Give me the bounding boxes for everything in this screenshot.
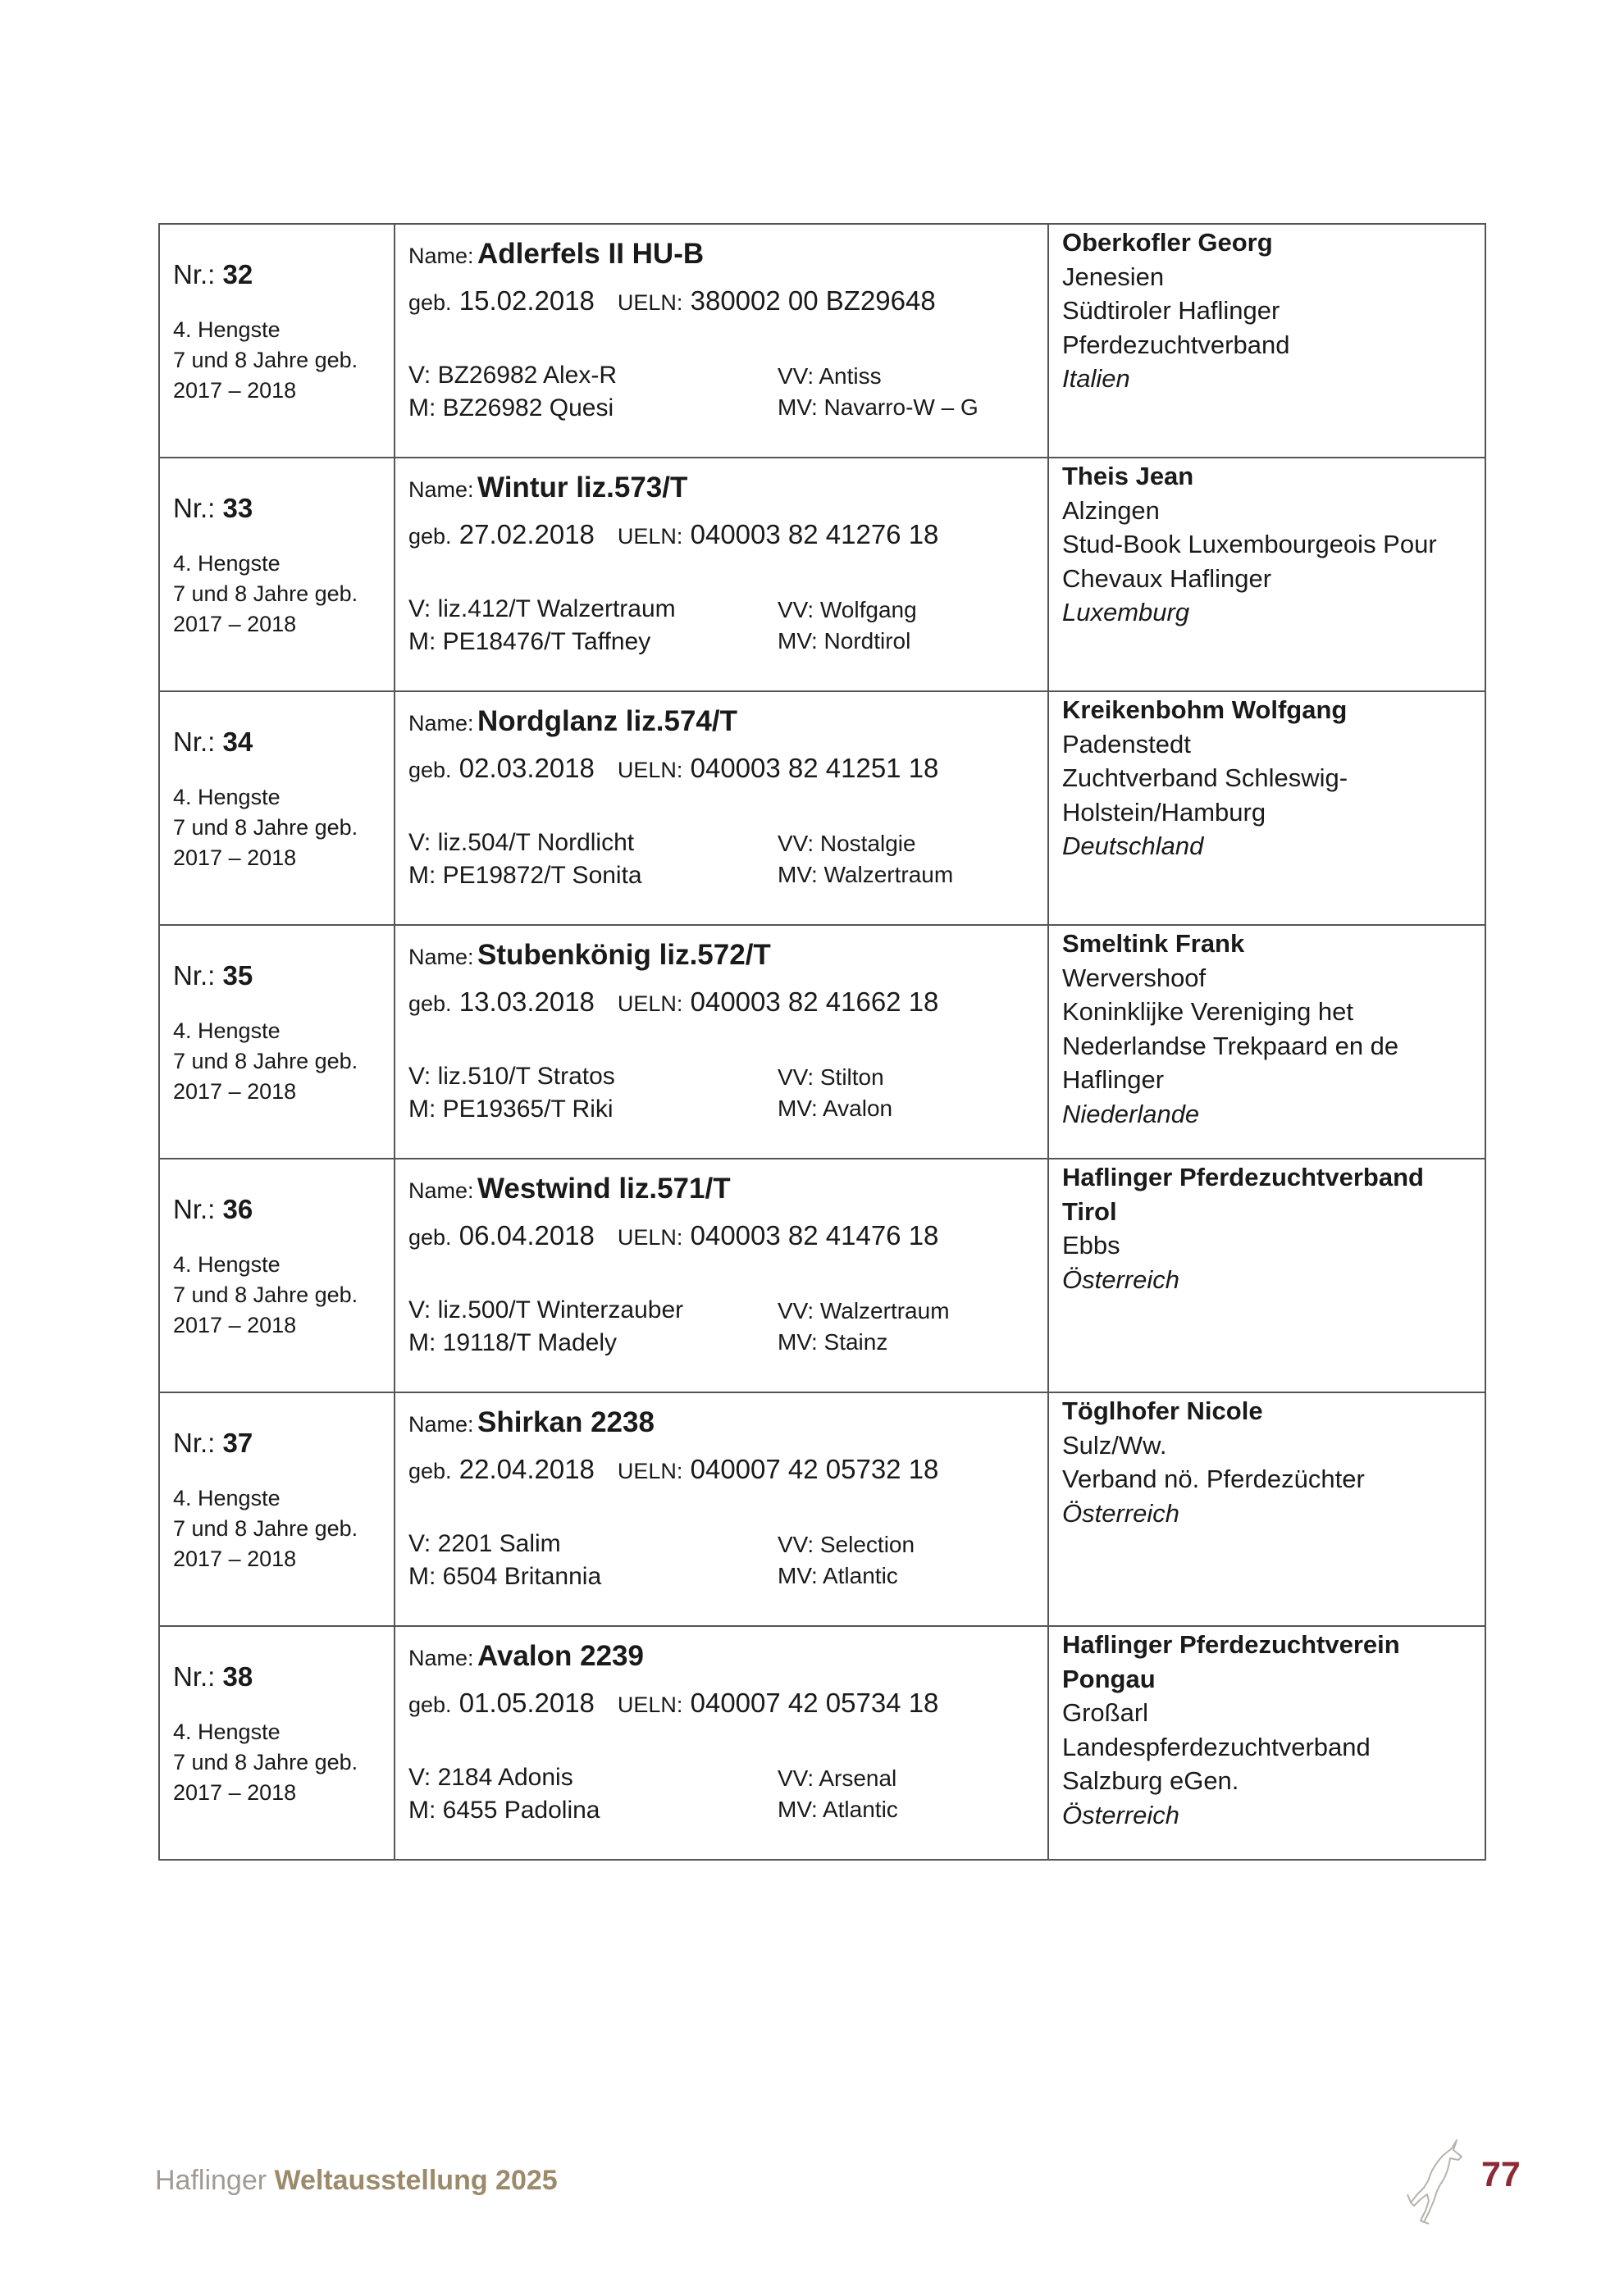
owner-cell xyxy=(1048,1392,1485,1626)
horse-name-value: Adlerfels II HU-B xyxy=(477,238,705,270)
owner-info xyxy=(1062,693,1485,863)
entry-number xyxy=(173,1428,394,1459)
birth-ueln xyxy=(408,1220,1047,1251)
name-label: Name: xyxy=(408,945,474,969)
birth-ueln xyxy=(408,986,1047,1018)
owner-line: Großarl xyxy=(1062,1698,1149,1727)
horse-name xyxy=(408,472,1047,504)
pedigree xyxy=(408,593,1047,658)
entry-number-cell xyxy=(159,691,395,925)
horse-details-cell xyxy=(395,691,1048,925)
horse-name-value: Westwind liz.571/T xyxy=(477,1173,731,1205)
entry-row xyxy=(159,224,1485,458)
nr-label: Nr.: xyxy=(173,727,216,757)
dam-sire: MV: Nordtirol xyxy=(778,628,911,654)
class-line: 7 und 8 Jahre geb. xyxy=(173,1282,358,1307)
ueln-label: UELN: xyxy=(617,1692,683,1717)
geb-label: geb. xyxy=(408,290,452,315)
birth-date: 27.02.2018 xyxy=(458,519,595,549)
nr-value: 33 xyxy=(222,493,253,523)
horse-name xyxy=(408,238,1047,271)
pedigree xyxy=(408,1060,1047,1126)
owner-cell xyxy=(1048,224,1485,458)
ueln-label: UELN: xyxy=(617,524,683,549)
birth-date: 22.04.2018 xyxy=(458,1454,595,1484)
entry-row xyxy=(159,1626,1485,1860)
entry-number-cell xyxy=(159,925,395,1159)
entry-class xyxy=(173,1717,394,1808)
ueln-value: 040003 82 41662 18 xyxy=(690,986,939,1017)
horse-details-cell xyxy=(395,1626,1048,1860)
pedigree-grandsires xyxy=(778,1528,915,1593)
owner-line: Padenstedt xyxy=(1062,729,1191,758)
owner-info xyxy=(1062,1160,1485,1296)
nr-value: 34 xyxy=(222,727,253,757)
owner-line: Südtiroler Haflinger xyxy=(1062,296,1280,325)
name-label: Name: xyxy=(408,1412,474,1437)
class-line: 2017 – 2018 xyxy=(173,378,297,403)
horse-details-cell xyxy=(395,925,1048,1159)
entry-row xyxy=(159,1159,1485,1392)
dam-sire: MV: Atlantic xyxy=(778,1797,898,1822)
class-line: 4. Hengste xyxy=(173,1252,281,1277)
owner-name: Oberkofler Georg xyxy=(1062,228,1273,257)
dam: M: 6504 Britannia xyxy=(408,1563,602,1590)
ueln-value: 380002 00 BZ29648 xyxy=(690,285,936,316)
owner-line: Holstein/Hamburg xyxy=(1062,797,1266,827)
sire: V: liz.504/T Nordlicht xyxy=(408,829,635,856)
class-line: 7 und 8 Jahre geb. xyxy=(173,1516,358,1541)
geb-label: geb. xyxy=(408,1225,452,1250)
dam: M: PE19365/T Riki xyxy=(408,1096,614,1123)
owner-lines xyxy=(1062,961,1485,1097)
nr-value: 38 xyxy=(222,1661,253,1692)
owner-lines xyxy=(1062,260,1485,362)
class-line: 7 und 8 Jahre geb. xyxy=(173,1750,358,1774)
birth-date: 13.03.2018 xyxy=(458,986,595,1017)
horse-details-cell xyxy=(395,1159,1048,1392)
owner-cell xyxy=(1048,1159,1485,1392)
owner-name: Haflinger Pferdezuchtverein Pongau xyxy=(1062,1630,1400,1693)
name-label: Name: xyxy=(408,1178,474,1203)
ueln-label: UELN: xyxy=(617,290,683,315)
owner-name: Smeltink Frank xyxy=(1062,929,1245,958)
ueln-label: UELN: xyxy=(617,1459,683,1483)
birth-date: 01.05.2018 xyxy=(458,1688,595,1718)
geb-label: geb. xyxy=(408,524,452,549)
dam: M: 6455 Padolina xyxy=(408,1797,600,1824)
owner-lines xyxy=(1062,1696,1485,1798)
footer-title xyxy=(155,2165,558,2197)
horse-details-cell xyxy=(395,458,1048,691)
geb-label: geb. xyxy=(408,758,452,782)
class-line: 2017 – 2018 xyxy=(173,1313,297,1337)
pedigree-grandsires xyxy=(778,1060,892,1126)
owner-line: Pferdezuchtverband xyxy=(1062,330,1290,359)
entry-row xyxy=(159,1392,1485,1626)
pedigree-grandsires xyxy=(778,1294,950,1360)
entry-number xyxy=(173,960,394,991)
birth-date: 06.04.2018 xyxy=(458,1220,595,1250)
horse-name xyxy=(408,1406,1047,1439)
owner-info xyxy=(1062,927,1485,1131)
entry-row xyxy=(159,691,1485,925)
birth-date: 15.02.2018 xyxy=(458,285,595,316)
owner-info xyxy=(1062,226,1485,396)
owner-line: Sulz/Ww. xyxy=(1062,1430,1167,1460)
sire-sire: VV: Antiss xyxy=(778,363,882,389)
dam-sire: MV: Stainz xyxy=(778,1329,888,1355)
ueln-value: 040003 82 41476 18 xyxy=(690,1220,939,1250)
owner-name: Haflinger Pferdezuchtverband Tirol xyxy=(1062,1163,1424,1226)
dam: M: PE19872/T Sonita xyxy=(408,862,642,889)
entry-class xyxy=(173,782,394,873)
nr-label: Nr.: xyxy=(173,1194,216,1224)
pedigree-parents xyxy=(408,1761,778,1827)
entry-class xyxy=(173,1016,394,1107)
sire: V: BZ26982 Alex-R xyxy=(408,362,618,389)
entry-class xyxy=(173,1483,394,1574)
entry-number-cell xyxy=(159,458,395,691)
birth-ueln xyxy=(408,1454,1047,1485)
owner-line: Landespferdezuchtverband xyxy=(1062,1732,1371,1761)
nr-label: Nr.: xyxy=(173,1661,216,1692)
entry-number-cell xyxy=(159,1392,395,1626)
dam-sire: MV: Avalon xyxy=(778,1096,893,1121)
pedigree-grandsires xyxy=(778,359,979,425)
class-line: 7 und 8 Jahre geb. xyxy=(173,1049,358,1073)
nr-label: Nr.: xyxy=(173,493,216,523)
owner-lines xyxy=(1062,1428,1485,1496)
class-line: 4. Hengste xyxy=(173,317,281,342)
entry-number xyxy=(173,1194,394,1225)
class-line: 7 und 8 Jahre geb. xyxy=(173,581,358,606)
entry-number-cell xyxy=(159,1159,395,1392)
owner-country: Deutschland xyxy=(1062,831,1204,860)
class-line: 2017 – 2018 xyxy=(173,1547,297,1571)
sire: V: liz.500/T Winterzauber xyxy=(408,1296,684,1323)
horse-name xyxy=(408,1173,1047,1205)
entry-class xyxy=(173,549,394,640)
owner-info xyxy=(1062,1394,1485,1530)
horse-name xyxy=(408,939,1047,972)
birth-ueln xyxy=(408,1688,1047,1719)
class-line: 4. Hengste xyxy=(173,1720,281,1744)
dam: M: PE18476/T Taffney xyxy=(408,628,651,655)
class-line: 4. Hengste xyxy=(173,1018,281,1043)
owner-info xyxy=(1062,1628,1485,1832)
pedigree-parents xyxy=(408,1060,778,1126)
class-line: 2017 – 2018 xyxy=(173,612,297,636)
owner-line: Jenesien xyxy=(1062,262,1165,291)
entries-table xyxy=(158,223,1486,1861)
pedigree-parents xyxy=(408,593,778,658)
footer-brand: Haflinger xyxy=(155,2165,267,2196)
horse-name-value: Avalon 2239 xyxy=(477,1640,644,1672)
owner-name: Kreikenbohm Wolfgang xyxy=(1062,695,1348,724)
geb-label: geb. xyxy=(408,991,452,1016)
nr-value: 36 xyxy=(222,1194,253,1224)
page-number: 77 xyxy=(1481,2155,1521,2194)
name-label: Name: xyxy=(408,1646,474,1670)
owner-cell xyxy=(1048,691,1485,925)
ueln-label: UELN: xyxy=(617,991,683,1016)
sire: V: 2201 Salim xyxy=(408,1530,561,1557)
ueln-label: UELN: xyxy=(617,1225,683,1250)
sire: V: liz.412/T Walzertraum xyxy=(408,595,676,622)
class-line: 7 und 8 Jahre geb. xyxy=(173,815,358,840)
horse-details-cell xyxy=(395,1392,1048,1626)
ueln-value: 040007 42 05732 18 xyxy=(690,1454,939,1484)
owner-country: Niederlande xyxy=(1062,1099,1200,1128)
pedigree-parents xyxy=(408,827,778,892)
owner-line: Chevaux Haflinger xyxy=(1062,563,1272,593)
horse-name-value: Stubenkönig liz.572/T xyxy=(477,939,771,971)
entry-class xyxy=(173,1250,394,1341)
horse-details-cell xyxy=(395,224,1048,458)
owner-name: Theis Jean xyxy=(1062,462,1194,490)
class-line: 2017 – 2018 xyxy=(173,1780,297,1805)
dam: M: 19118/T Madely xyxy=(408,1329,618,1356)
owner-country: Österreich xyxy=(1062,1498,1179,1528)
owner-line: Koninklijke Vereniging het xyxy=(1062,997,1354,1026)
pedigree xyxy=(408,827,1047,892)
pedigree-grandsires xyxy=(778,1761,898,1827)
nr-label: Nr.: xyxy=(173,960,216,991)
owner-line: Alzingen xyxy=(1062,495,1160,525)
entries-table-body xyxy=(159,224,1485,1860)
class-line: 2017 – 2018 xyxy=(173,1079,297,1104)
owner-country: Österreich xyxy=(1062,1264,1179,1294)
geb-label: geb. xyxy=(408,1692,452,1717)
owner-line: Nederlandse Trekpaard en de xyxy=(1062,1031,1399,1060)
sire-sire: VV: Selection xyxy=(778,1532,915,1557)
sire: V: liz.510/T Stratos xyxy=(408,1063,615,1090)
entry-class xyxy=(173,315,394,406)
ueln-value: 040007 42 05734 18 xyxy=(690,1688,939,1718)
horse-logo-icon xyxy=(1404,2137,1463,2231)
entry-number xyxy=(173,727,394,758)
nr-label: Nr.: xyxy=(173,1428,216,1458)
entry-number xyxy=(173,493,394,524)
entry-number xyxy=(173,259,394,290)
sire-sire: VV: Wolfgang xyxy=(778,597,917,622)
class-line: 2017 – 2018 xyxy=(173,845,297,870)
owner-info xyxy=(1062,459,1485,630)
ueln-value: 040003 82 41276 18 xyxy=(690,519,939,549)
owner-cell xyxy=(1048,1626,1485,1860)
sire-sire: VV: Stilton xyxy=(778,1064,884,1090)
pedigree-parents xyxy=(408,1294,778,1360)
pedigree xyxy=(408,1294,1047,1360)
horse-name-value: Shirkan 2238 xyxy=(477,1406,655,1438)
geb-label: geb. xyxy=(408,1459,452,1483)
nr-value: 32 xyxy=(222,259,253,289)
birth-ueln xyxy=(408,285,1047,317)
owner-lines xyxy=(1062,1228,1485,1263)
entry-row xyxy=(159,458,1485,691)
owner-country: Italien xyxy=(1062,364,1130,393)
owner-country: Österreich xyxy=(1062,1800,1179,1829)
owner-line: Haflinger xyxy=(1062,1065,1165,1094)
owner-line: Zuchtverband Schleswig- xyxy=(1062,763,1348,792)
dam-sire: MV: Atlantic xyxy=(778,1563,898,1588)
entry-number-cell xyxy=(159,1626,395,1860)
nr-label: Nr.: xyxy=(173,259,216,289)
owner-line: Ebbs xyxy=(1062,1231,1120,1260)
pedigree-parents xyxy=(408,359,778,425)
pedigree-grandsires xyxy=(778,593,917,658)
owner-line: Salzburg eGen. xyxy=(1062,1766,1239,1795)
class-line: 4. Hengste xyxy=(173,551,281,576)
pedigree-grandsires xyxy=(778,827,953,892)
class-line: 7 und 8 Jahre geb. xyxy=(173,348,358,372)
horse-name-value: Nordglanz liz.574/T xyxy=(477,705,737,737)
birth-ueln xyxy=(408,519,1047,550)
class-line: 4. Hengste xyxy=(173,785,281,809)
horse-name xyxy=(408,705,1047,738)
owner-line: Wervershoof xyxy=(1062,963,1207,992)
pedigree xyxy=(408,1761,1047,1827)
owner-lines xyxy=(1062,727,1485,830)
name-label: Name: xyxy=(408,477,474,502)
sire: V: 2184 Adonis xyxy=(408,1764,573,1791)
sire-sire: VV: Nostalgie xyxy=(778,831,916,856)
owner-cell xyxy=(1048,458,1485,691)
owner-cell xyxy=(1048,925,1485,1159)
entry-number xyxy=(173,1661,394,1692)
name-label: Name: xyxy=(408,244,474,268)
name-label: Name: xyxy=(408,711,474,736)
horse-name-value: Wintur liz.573/T xyxy=(477,472,688,503)
dam: M: BZ26982 Quesi xyxy=(408,394,614,421)
ueln-label: UELN: xyxy=(617,758,683,782)
horse-name xyxy=(408,1640,1047,1673)
owner-country: Luxemburg xyxy=(1062,598,1190,626)
nr-value: 37 xyxy=(222,1428,253,1458)
sire-sire: VV: Arsenal xyxy=(778,1765,897,1791)
dam-sire: MV: Walzertraum xyxy=(778,862,954,887)
pedigree-parents xyxy=(408,1528,778,1593)
birth-ueln xyxy=(408,753,1047,784)
owner-name: Töglhofer Nicole xyxy=(1062,1396,1263,1425)
ueln-value: 040003 82 41251 18 xyxy=(690,753,939,783)
pedigree xyxy=(408,1528,1047,1593)
sire-sire: VV: Walzertraum xyxy=(778,1298,950,1323)
birth-date: 02.03.2018 xyxy=(458,753,595,783)
owner-lines xyxy=(1062,494,1485,596)
owner-line: Stud-Book Luxembourgeois Pour xyxy=(1062,530,1437,558)
footer-event: Weltausstellung 2025 xyxy=(274,2165,558,2196)
class-line: 4. Hengste xyxy=(173,1486,281,1510)
dam-sire: MV: Navarro-W – G xyxy=(778,394,979,420)
owner-line: Verband nö. Pferdezüchter xyxy=(1062,1465,1365,1493)
entry-row xyxy=(159,925,1485,1159)
entry-number-cell xyxy=(159,224,395,458)
pedigree xyxy=(408,359,1047,425)
nr-value: 35 xyxy=(222,960,253,991)
